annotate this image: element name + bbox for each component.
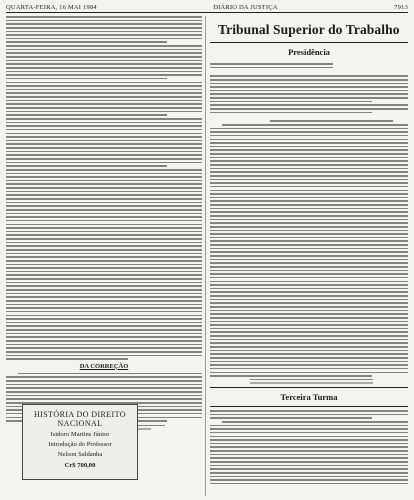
section-heading-presidencia: Presidência	[288, 47, 330, 57]
ad-title: HISTÓRIA DO DIREITO NACIONAL	[34, 410, 126, 428]
ad-price: Cr$ 700,00	[64, 462, 96, 469]
right-column	[210, 16, 408, 494]
section-label-correcao: DA CORREÇÃO	[79, 362, 129, 370]
right-text-block-1	[210, 63, 408, 384]
header-rule	[6, 12, 408, 13]
header-date: QUARTA-FEIRA, 16 MAI 1984	[6, 4, 97, 11]
ad-author: Isidoro Martins Júnior	[50, 431, 110, 438]
court-title: Tribunal Superior do Trabalho	[218, 22, 400, 37]
right-text-block-2	[210, 410, 408, 484]
court-title-rule	[210, 42, 408, 43]
column-divider	[205, 16, 206, 496]
ad-intro-author: Nelson Saldanha	[57, 451, 103, 458]
ad-intro: Introdução do Professor	[48, 441, 112, 448]
header-page-number: 7913	[394, 4, 408, 11]
book-advertisement	[22, 404, 138, 480]
section-heading-terceira-turma: Terceira Turma	[280, 392, 338, 403]
turma-rule-top	[210, 387, 408, 388]
turma-rule-bottom	[210, 406, 408, 407]
left-text-block-1	[6, 16, 202, 360]
header-journal: DIÁRIO DA JUSTIÇA	[213, 4, 278, 11]
page-header	[6, 3, 408, 12]
